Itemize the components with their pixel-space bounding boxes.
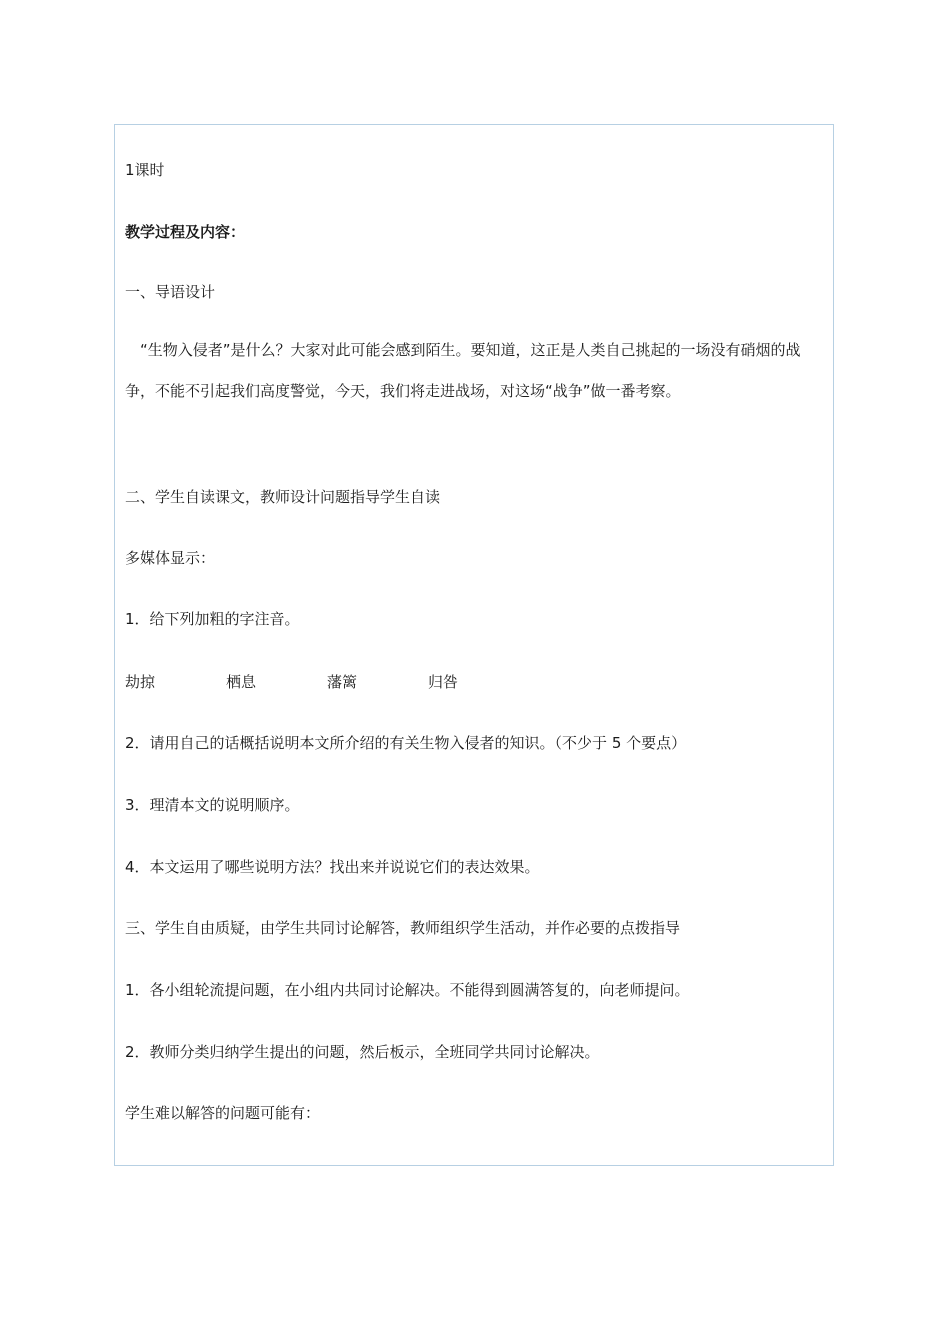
question-3: 3．理清本文的说明顺序。 <box>125 796 300 814</box>
content-frame <box>114 124 834 1166</box>
part2-title: 二、学生自读课文，教师设计问题指导学生自读 <box>125 488 441 506</box>
pinyin-word: 归咎 <box>428 673 459 691</box>
step-1: 1．各小组轮流提问题，在小组内共同讨论解决。不能得到圆满答复的，向老师提问。 <box>125 981 690 999</box>
class-period: 1课时 <box>125 161 165 179</box>
pinyin-word: 劫掠 <box>125 673 156 691</box>
step-2: 2．教师分类归纳学生提出的问题，然后板示，全班同学共同讨论解决。 <box>125 1043 600 1061</box>
question-4: 4．本文运用了哪些说明方法？找出来并说说它们的表达效果。 <box>125 858 540 876</box>
multimedia-label: 多媒体显示： <box>125 549 216 567</box>
pinyin-word: 藩篱 <box>327 673 358 691</box>
question-1: 1．给下列加粗的字注音。 <box>125 610 300 628</box>
pinyin-word: 栖息 <box>226 673 257 691</box>
question-2: 2．请用自己的话概括说明本文所介绍的有关生物入侵者的知识。（不少于 5 个要点） <box>125 734 687 752</box>
intro-paragraph: “生物入侵者”是什么？大家对此可能会感到陌生。要知道，这正是人类自己挑起的一场没有硝烟的战争，不能不引起我们高度警觉，今天，我们将走进战场，对这场“战争”做一番考察。 <box>125 341 801 400</box>
part3-title: 三、学生自由质疑，由学生共同讨论解答，教师组织学生活动，并作必要的点拨指导 <box>125 919 681 937</box>
section-heading: 教学过程及内容： <box>125 223 246 241</box>
part1-title: 一、导语设计 <box>125 283 216 301</box>
difficult-questions-label: 学生难以解答的问题可能有： <box>125 1104 321 1122</box>
